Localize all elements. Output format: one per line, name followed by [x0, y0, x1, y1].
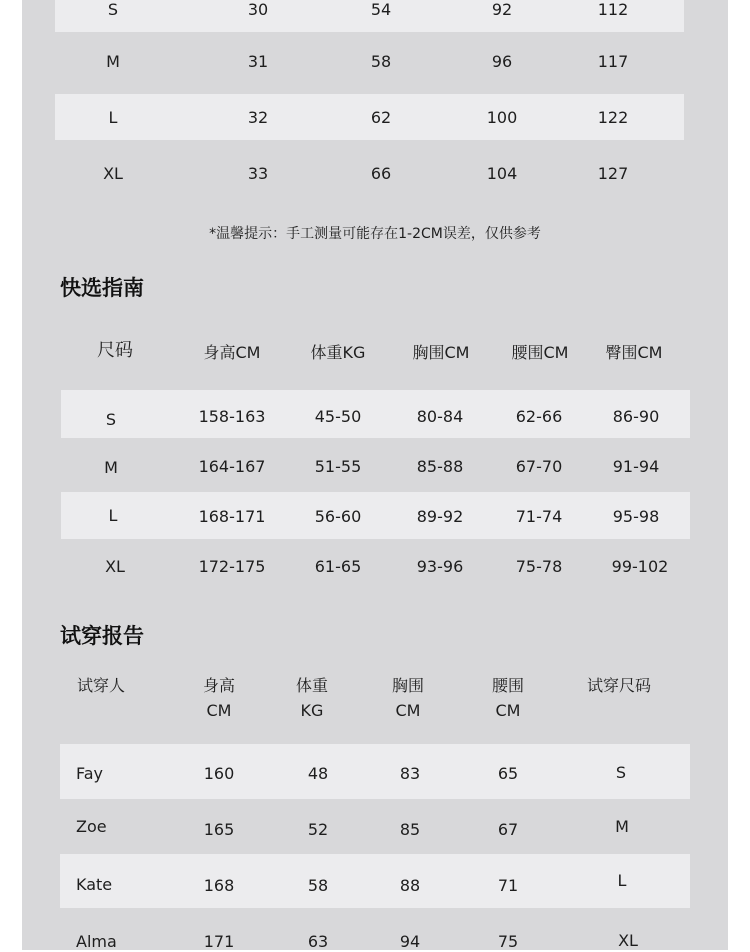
value-cell: 127	[597, 164, 629, 183]
header-line: 身高	[202, 676, 236, 695]
value-cell: 160	[203, 764, 235, 783]
fit-size-cell: S	[615, 763, 627, 782]
table-row-stripe	[60, 854, 690, 908]
value-cell: 65	[497, 764, 519, 783]
value-cell: 31	[247, 52, 269, 71]
table-row-stripe	[61, 492, 690, 539]
value-cell: 63	[307, 932, 329, 951]
size-cell: XL	[103, 164, 123, 183]
value-cell: 48	[307, 764, 329, 783]
header-line: KG	[300, 701, 324, 720]
value-cell: 92	[491, 0, 513, 19]
column-header	[587, 673, 651, 698]
column-header: 尺码	[97, 340, 133, 361]
value-cell: 171	[203, 932, 235, 951]
value-cell: 117	[597, 52, 629, 71]
header-line: CM	[395, 701, 421, 720]
value-cell: 100	[486, 108, 518, 127]
size-cell: L	[108, 108, 118, 127]
value-cell: 86-90	[612, 407, 660, 426]
column-header	[296, 673, 328, 723]
quick-guide-title: 快选指南	[60, 276, 144, 300]
value-cell: 168	[203, 876, 235, 895]
value-cell: 56-60	[314, 507, 362, 526]
value-cell: 93-96	[416, 557, 464, 576]
value-cell: 112	[597, 0, 629, 19]
value-cell: 71	[497, 876, 519, 895]
table-row-stripe	[55, 94, 684, 140]
value-cell: 52	[307, 820, 329, 839]
value-cell: 91-94	[612, 457, 660, 476]
value-cell: 62-66	[515, 407, 563, 426]
value-cell: 80-84	[416, 407, 464, 426]
column-header	[203, 673, 235, 723]
value-cell: 94	[399, 932, 421, 951]
tester-name: Zoe	[76, 817, 107, 836]
value-cell: 71-74	[515, 507, 563, 526]
size-cell: S	[105, 410, 117, 429]
header-line: CM	[206, 701, 232, 720]
measurement-note: *温馨提示：手工测量可能存在1-2CM误差，仅供参考	[209, 226, 541, 242]
table-row-stripe	[55, 0, 684, 32]
tester-name: Fay	[76, 764, 104, 783]
value-cell: 158-163	[198, 407, 266, 426]
fitting-report-title: 试穿报告	[60, 624, 144, 648]
size-cell: M	[106, 52, 120, 71]
column-header: 胸围CM	[412, 343, 470, 362]
value-cell: 164-167	[198, 457, 266, 476]
column-header: 身高CM	[203, 343, 261, 362]
fit-size-cell: XL	[618, 931, 638, 950]
value-cell: 99-102	[611, 557, 669, 576]
tester-name: Alma	[76, 932, 117, 951]
value-cell: 61-65	[314, 557, 362, 576]
value-cell: 89-92	[416, 507, 464, 526]
value-cell: 88	[399, 876, 421, 895]
value-cell: 32	[247, 108, 269, 127]
table-row-stripe	[61, 390, 690, 438]
column-header	[392, 673, 424, 723]
header-line: 体重	[295, 676, 329, 695]
table-row-stripe	[60, 744, 690, 799]
fit-size-cell: L	[617, 871, 627, 890]
header-line: 胸围	[391, 676, 425, 695]
value-cell: 95-98	[612, 507, 660, 526]
column-header	[77, 673, 125, 698]
value-cell: 172-175	[198, 557, 266, 576]
value-cell: 122	[597, 108, 629, 127]
value-cell: 67	[497, 820, 519, 839]
value-cell: 58	[370, 52, 392, 71]
value-cell: 104	[486, 164, 518, 183]
header-line: 腰围	[491, 676, 525, 695]
size-cell: M	[104, 458, 118, 477]
value-cell: 75-78	[515, 557, 563, 576]
value-cell: 75	[497, 932, 519, 951]
value-cell: 54	[370, 0, 392, 19]
value-cell: 66	[370, 164, 392, 183]
value-cell: 33	[247, 164, 269, 183]
header-line: 试穿人	[76, 676, 126, 695]
size-cell: S	[107, 0, 119, 19]
fit-size-cell: M	[615, 817, 629, 836]
value-cell: 51-55	[314, 457, 362, 476]
column-header: 臀围CM	[605, 343, 663, 362]
value-cell: 168-171	[198, 507, 266, 526]
value-cell: 83	[399, 764, 421, 783]
tester-name: Kate	[76, 875, 113, 894]
column-header: 体重KG	[310, 343, 366, 362]
value-cell: 85-88	[416, 457, 464, 476]
value-cell: 165	[203, 820, 235, 839]
column-header: 腰围CM	[511, 343, 569, 362]
size-cell: XL	[105, 557, 125, 576]
value-cell: 96	[491, 52, 513, 71]
column-header	[492, 673, 524, 723]
value-cell: 67-70	[515, 457, 563, 476]
header-line: 试穿尺码	[586, 676, 652, 695]
value-cell: 30	[247, 0, 269, 19]
value-cell: 58	[307, 876, 329, 895]
header-line: CM	[495, 701, 521, 720]
value-cell: 62	[370, 108, 392, 127]
size-cell: L	[108, 506, 118, 525]
value-cell: 85	[399, 820, 421, 839]
value-cell: 45-50	[314, 407, 362, 426]
